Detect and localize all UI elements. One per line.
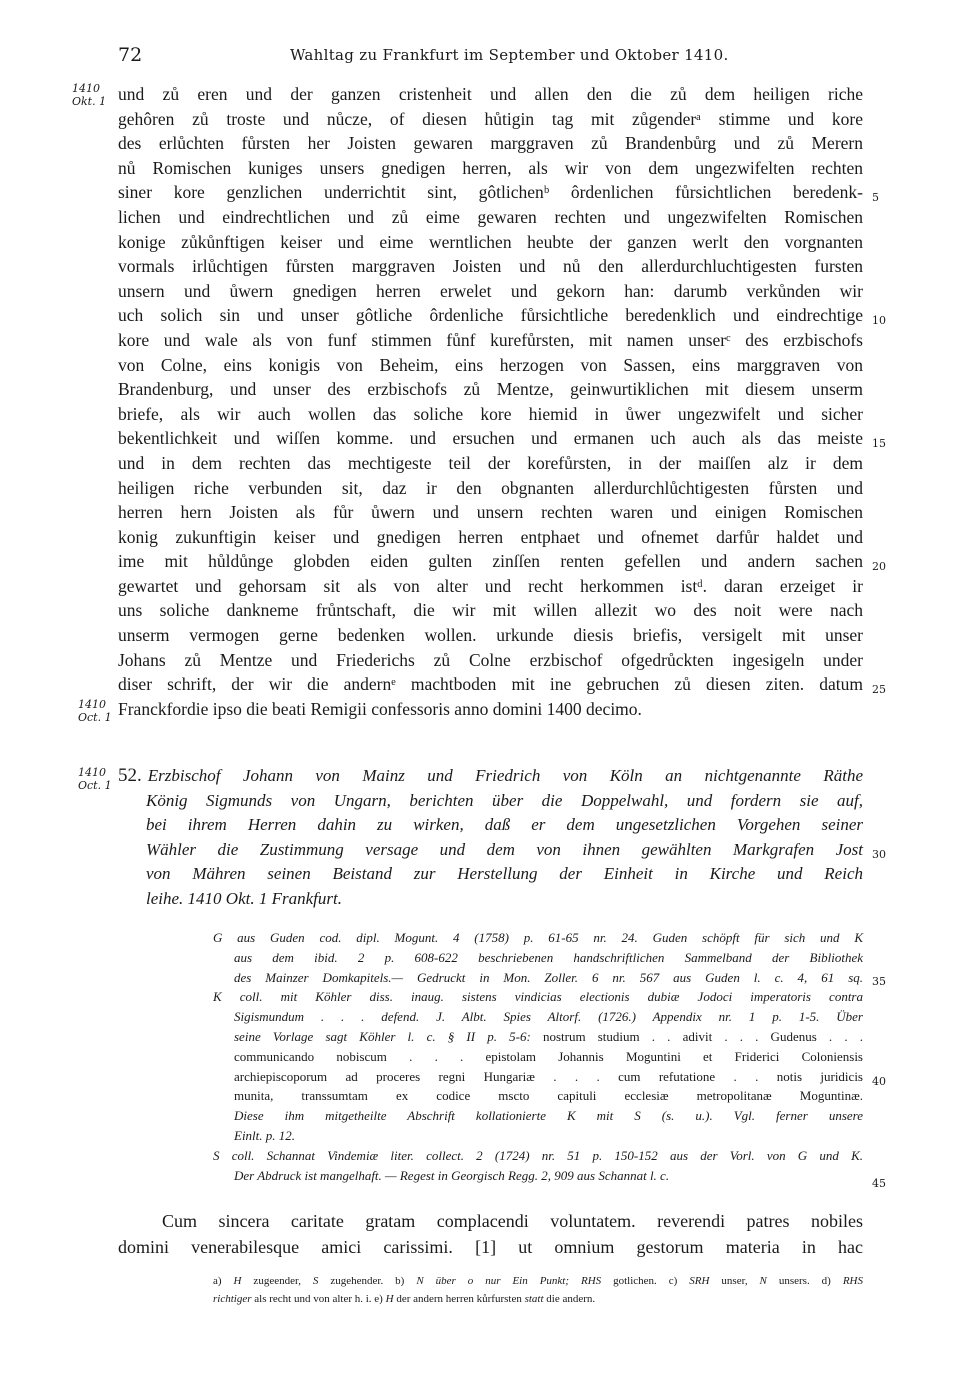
- body-line: diser schrift, der wir die andernᵉ machtboden mit ine gebruchen zů diesen ziten. datum: [118, 674, 863, 695]
- body-line: Johans zů Mentze und Friederichs zů Colne erzbischof ofgedrůckten ingesigeln under: [118, 649, 863, 670]
- footnote-text: N über o nur Ein Punkt; RHS: [416, 1275, 602, 1287]
- body-line: von Colne, eins konigis von Beheim, eins herzogen von Sassen, eins marggraven von: [118, 354, 863, 375]
- body-line: lichen und eindrechtlichen und zů eime gewaren rechten und ungezwifelten Romischen: [118, 206, 863, 227]
- footnote-text: die andern.: [543, 1293, 596, 1305]
- regest-line: [118, 862, 863, 887]
- body-line: uns soliche dankneme frůntschaft, die wir mit willen allezit wo des noit were nach: [118, 600, 863, 621]
- margin-date-day: Oct. 1: [78, 779, 112, 792]
- regest-text: Erzbischof Johann von Mainz und Friedrich von Köln an nichtgenannte Räthe: [147, 766, 863, 785]
- source-line: [213, 1086, 863, 1106]
- margin-date-year: 1410: [78, 698, 106, 711]
- regest-number: 52.: [118, 765, 142, 786]
- body-line: unserm vermogen gerne bedenken wollen. urkunde diesis briefis, versigelt mit unser: [118, 625, 863, 646]
- regest-text: bei ihrem Herren dahin zu wirken, daß er dem ungesetzlichen Vorgehen seiner: [146, 815, 863, 835]
- margin-date: [78, 766, 112, 792]
- source-line: [213, 1027, 863, 1047]
- line-number: 30: [872, 848, 886, 861]
- margin-date: [78, 698, 112, 724]
- page-number: 72: [118, 44, 143, 66]
- regest-line: [118, 789, 863, 814]
- footnotes: [213, 1272, 863, 1308]
- source-line: [213, 1047, 863, 1067]
- regest-line: [118, 887, 863, 912]
- source-text: S coll. Schannat Vindemiæ liter. collect. 2 (1724) nr. 51 p. 150-152 aus der Vorl. von G und K.: [213, 1147, 863, 1163]
- footnote-text: N: [759, 1275, 767, 1287]
- body-line: heiligen riche verbunden sit, daz ir den obgnanten allerdurchlůchtigesten fůrsten und: [118, 477, 863, 498]
- source-line: [213, 928, 863, 948]
- line-number: 25: [872, 683, 886, 696]
- footnote-text: H: [385, 1293, 394, 1305]
- running-title: Wahltag zu Frankfurt im September und Oktober 1410.: [290, 46, 729, 64]
- opening-line: domini venerabilesque amici carissimi. [1] ut omnium gestorum materia in hac: [118, 1237, 863, 1257]
- margin-date: [72, 82, 106, 108]
- source-line: [213, 968, 863, 988]
- regest-text: leihe. 1410 Okt. 1 Frankfurt.: [146, 888, 342, 908]
- body-line: konig zukunftigin keiser und gnedigen herren entphaet und ofnemet darfůr haldet und: [118, 526, 863, 547]
- source-text: archiepiscoporum ad proceres regni Hungariæ . . . cum refutatione . . notis juridicis: [234, 1068, 863, 1084]
- body-line: siner kore genzlichen underrichtit sint, gôtlichenᵇ ôrdenlichen fůrsichtlichen beredenk-: [118, 182, 863, 203]
- source-line: [213, 1146, 863, 1166]
- body-line: kore und wale als von funf stimmen fůnf kurefůrsten, mit namen unserᶜ des erzbischofs: [118, 329, 863, 350]
- line-number: 20: [872, 560, 886, 573]
- regest: [118, 764, 863, 912]
- footnote-line: [213, 1290, 863, 1308]
- source-text: des Mainzer Domkapitels.— Gedruckt in Mon. Zoller. 6 nr. 567 aus Guden l. c. 4, 61 sq.: [234, 969, 863, 985]
- body-line: briefe, als wir auch wollen das soliche kore hiemid in ůwer ungezwifelt und sicher: [118, 403, 863, 424]
- regest-text: König Sigmunds von Ungarn, berichten über die Doppelwahl, und fordern sie auf,: [146, 790, 863, 810]
- margin-date-day: Okt. 1: [72, 95, 107, 108]
- footnote-text: S: [312, 1275, 319, 1287]
- footnote-text: zugehender. b): [318, 1275, 417, 1287]
- body-line: nů Romischen kuniges unsers gnedigen herren, als wir von dem ungezwifelten rechten: [118, 157, 863, 178]
- margin-date-year: 1410: [78, 766, 106, 779]
- body-line: konige zůkůnftigen keiser und eime werntlichen heubte der ganzen werlt den vorgnanten: [118, 231, 863, 252]
- source-line: [213, 987, 863, 1007]
- source-text: G aus Guden cod. dipl. Mogunt. 4 (1758) p. 61-65 nr. 24. Guden schöpft für sich und K: [213, 930, 863, 945]
- line-number: 40: [872, 1075, 886, 1088]
- footnote-line: [213, 1272, 863, 1290]
- source-line: [213, 1166, 863, 1186]
- margin-date-year: 1410: [72, 82, 100, 95]
- body-line: herren hern Joisten als fůr ůwern und unsern rechten waren und einigen Romischen: [118, 502, 863, 523]
- footnote-text: unser,: [709, 1275, 760, 1287]
- source-text: Sigismundum . . . defend. J. Albt. Spies Altorf. (1726.) Appendix nr. 1 p. 1-5. Über: [234, 1009, 863, 1025]
- source-line: [213, 1106, 863, 1126]
- footnote-text: der andern herren kůrfursten: [393, 1293, 525, 1305]
- source-text: communicando nobiscum . . . epistolam Johannis Moguntini et Friderici Coloniensis: [234, 1048, 863, 1064]
- line-number: 15: [872, 437, 886, 450]
- regest-line: [118, 764, 863, 789]
- body-line: und in dem rechten das mechtigeste teil der korefůrsten, in der maiſſen alz ir dem: [118, 452, 863, 473]
- body-line: Brandenburg, und unser des erzbischofs zů Mentze, geinwurtiklichen mit diesem unserm: [118, 379, 863, 400]
- footnote-text: unsers. d): [766, 1275, 843, 1287]
- body-line: gehôren zů troste und nůcze, of diesen hůtigin tag mit zůgenderᵃ stimme und kore: [118, 108, 863, 129]
- footnote-text: statt: [524, 1293, 544, 1305]
- margin-date-day: Oct. 1: [78, 711, 112, 724]
- source-text: nostrum studium . . adivit . . . Gudenus . . .: [542, 1028, 863, 1044]
- body-line: und zů eren und der ganzen cristenheit und allen den die zů dem heiligen riche: [118, 84, 863, 104]
- source-text: Der Abdruck ist mangelhaft. — Regest in Georgisch Regg. 2, 909 aus Schannat l. c.: [234, 1167, 670, 1183]
- line-number: 10: [872, 314, 886, 327]
- line-number: 35: [872, 975, 886, 988]
- line-number: 45: [872, 1177, 886, 1190]
- body-line: bekentlichkeit und wiſſen komme. und ersuchen und ermanen uch auch als das meiste: [118, 428, 863, 449]
- regest-line: [118, 838, 863, 863]
- body-line: Franckfordie ipso die beati Remigii confessoris anno domini 1400 decimo.: [118, 698, 642, 719]
- body-line: gewartet und gehorsam sit als von alter und recht herkommen istᵈ. daran erzeiget ir: [118, 575, 863, 596]
- source-line: [213, 948, 863, 968]
- footnote-text: RHS: [842, 1275, 863, 1287]
- regest-text: Wähler die Zustimmung versage und dem von ihnen gewählten Markgrafen Jost: [146, 839, 863, 859]
- footnote-text: richtiger: [213, 1293, 252, 1305]
- source-line: [213, 1067, 863, 1087]
- source-text: aus dem ibid. 2 p. 608-622 beschriebenen handschriftlichen Sammelband der Bibliothek: [234, 949, 863, 965]
- body-line: uch solich sin und unser gôtliche ôrdenliche fůrsichtliche beredenklich und eindrechtige: [118, 305, 863, 326]
- body-line: des erlůchten fůrsten her Joisten gewaren marggraven zů Brandenbůrg und zů Merern: [118, 133, 863, 154]
- source-text: Einlt. p. 12.: [234, 1127, 296, 1143]
- source-text: munita, transsumtam ex codice mscto capituli ecclesiæ metropolitanæ Moguntinæ.: [234, 1088, 863, 1104]
- source-line: [213, 1126, 863, 1146]
- source-notes: [213, 928, 863, 1185]
- footnote-text: als recht und von alter h. i. e): [251, 1293, 386, 1305]
- regest-text: von Mähren seinen Beistand zur Herstellung der Einheit in Kirche und Reich: [146, 864, 863, 884]
- source-text: Diese ihm mitgetheilte Abschrift kollationierte K mit S (s. u.). Vgl. ferner unsere: [234, 1108, 863, 1124]
- source-text: K coll. mit Köhler diss. inaug. sistens vindicias electionis dubiæ Jodoci imperatoris contra: [213, 989, 863, 1005]
- line-number: 5: [872, 191, 879, 204]
- regest-line: [118, 813, 863, 838]
- footnote-text: gotlichen. c): [601, 1275, 690, 1287]
- source-text: seine Vorlage sagt Köhler l. c. § II p. 5-6:: [234, 1028, 543, 1044]
- body-line: vormals irlůchtigen fůrsten marggraven Joisten und nů den allerdurchluchtigesten fursten: [118, 256, 863, 277]
- document-body: [118, 82, 863, 721]
- footnote-text: zugeender,: [241, 1275, 313, 1287]
- footnote-text: a): [213, 1275, 234, 1287]
- source-line: [213, 1007, 863, 1027]
- footnote-text: SRH: [689, 1275, 710, 1287]
- document-opening: [118, 1208, 863, 1260]
- body-line: ime mit hůldůnge globden eiden gulten zinſſen renten gefellen und andern sachen: [118, 551, 863, 572]
- footnote-text: H: [233, 1275, 242, 1287]
- body-line: unsern und ůwern gnedigen herren erwelet und gekorn han: darumb verkůnden wir: [118, 280, 863, 301]
- opening-line: Cum sincera caritate gratam complacendi voluntatem. reverendi patres nobiles: [162, 1211, 863, 1231]
